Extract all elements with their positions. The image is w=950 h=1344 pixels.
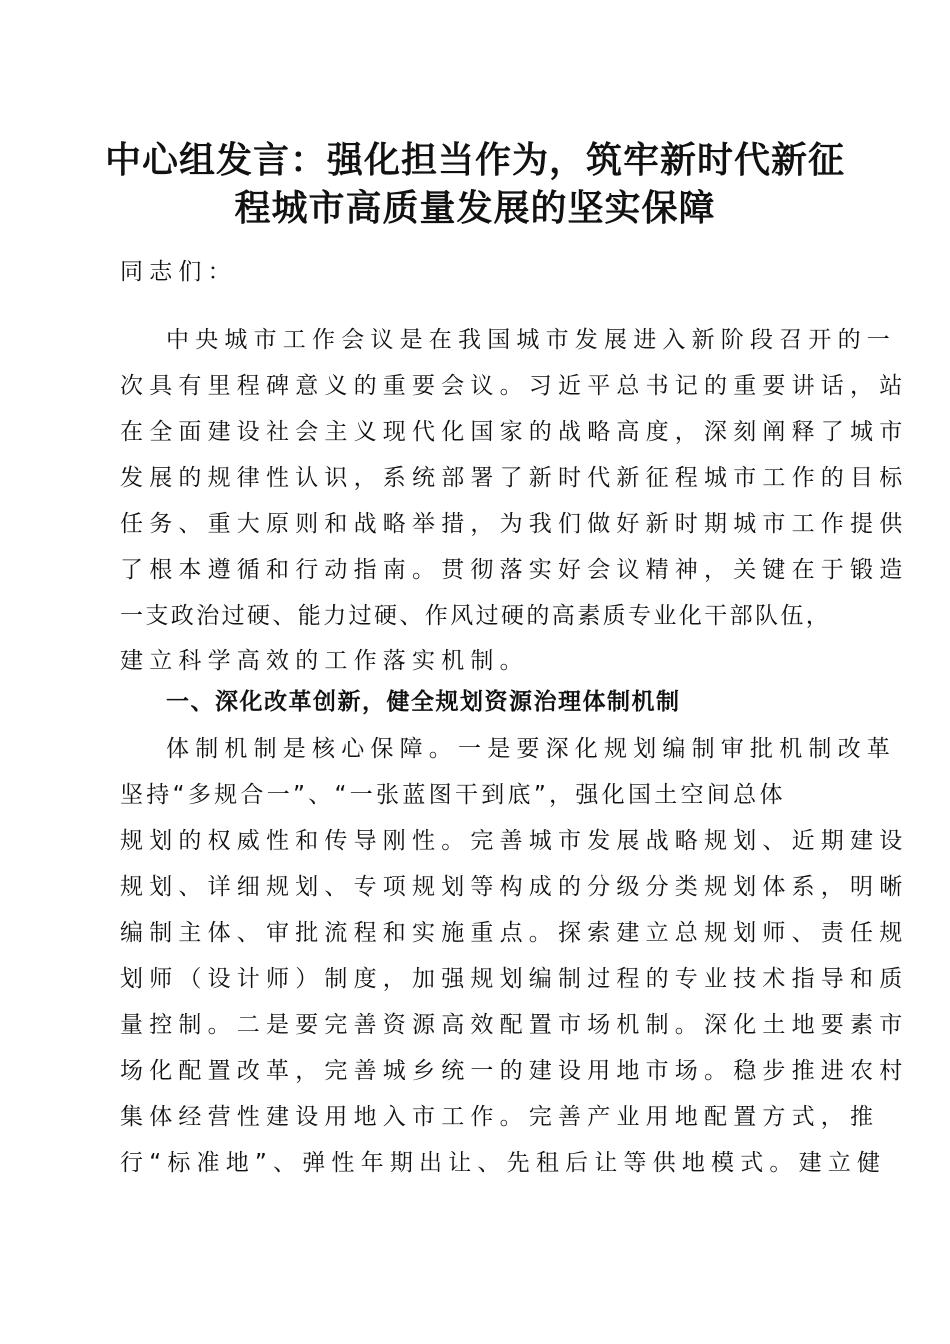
salutation: 同志们： bbox=[120, 259, 237, 285]
intro-line: 了根本遵循和行动指南。贯彻落实好会议精神，关键在于锻造 bbox=[120, 557, 909, 583]
intro-line: 次具有里程碑意义的重要会议。习近平总书记的重要讲话，站 bbox=[120, 373, 909, 399]
intro-line: 任务、重大原则和战略举措，为我们做好新时期城市工作提供 bbox=[120, 511, 909, 537]
section-line: 规划、详细规划、专项规划等构成的分级分类规划体系，明晰 bbox=[120, 874, 909, 900]
intro-line: 一支政治过硬、能力过硬、作风过硬的高素质专业化干部队伍， bbox=[120, 603, 832, 629]
section-line: 集体经营性建设用地入市工作。完善产业用地配置方式，推 bbox=[120, 1104, 880, 1130]
section-line: 场化配置改革，完善城乡统一的建设用地市场。稳步推进农村 bbox=[120, 1058, 909, 1084]
intro-line: 发展的规律性认识，系统部署了新时代新征程城市工作的目标 bbox=[120, 465, 909, 491]
section-line: 体制机制是核心保障。一是要深化规划编制审批机制改革 bbox=[166, 736, 896, 762]
section-line: 量控制。二是要完善资源高效配置市场机制。深化土地要素市 bbox=[120, 1012, 909, 1038]
section-line: 规划的权威性和传导刚性。完善城市发展战略规划、近期建设 bbox=[120, 828, 909, 854]
section-line: 坚持“多规合一”、“一张蓝图干到底”，强化国土空间总体 bbox=[120, 782, 786, 808]
section-line: 划师（设计师）制度，加强规划编制过程的专业技术指导和质 bbox=[120, 966, 909, 992]
intro-line: 建立科学高效的工作落实机制。 bbox=[120, 648, 529, 674]
document-title-line-2: 程城市高质量发展的坚实保障 bbox=[234, 187, 716, 229]
section-line: 编制主体、审批流程和实施重点。探索建立总规划师、责任规 bbox=[120, 920, 909, 946]
section-heading: 一、深化改革创新，健全规划资源治理体制机制 bbox=[166, 689, 681, 715]
intro-line: 在全面建设社会主义现代化国家的战略高度，深刻阐释了城市 bbox=[120, 419, 909, 445]
document-title-line-1: 中心组发言：强化担当作为，筑牢新时代新征 bbox=[104, 139, 845, 181]
intro-line: 中央城市工作会议是在我国城市发展进入新阶段召开的一 bbox=[166, 327, 896, 353]
section-line: 行“标准地”、弹性年期出让、先租后让等供地模式。建立健 bbox=[120, 1150, 887, 1176]
